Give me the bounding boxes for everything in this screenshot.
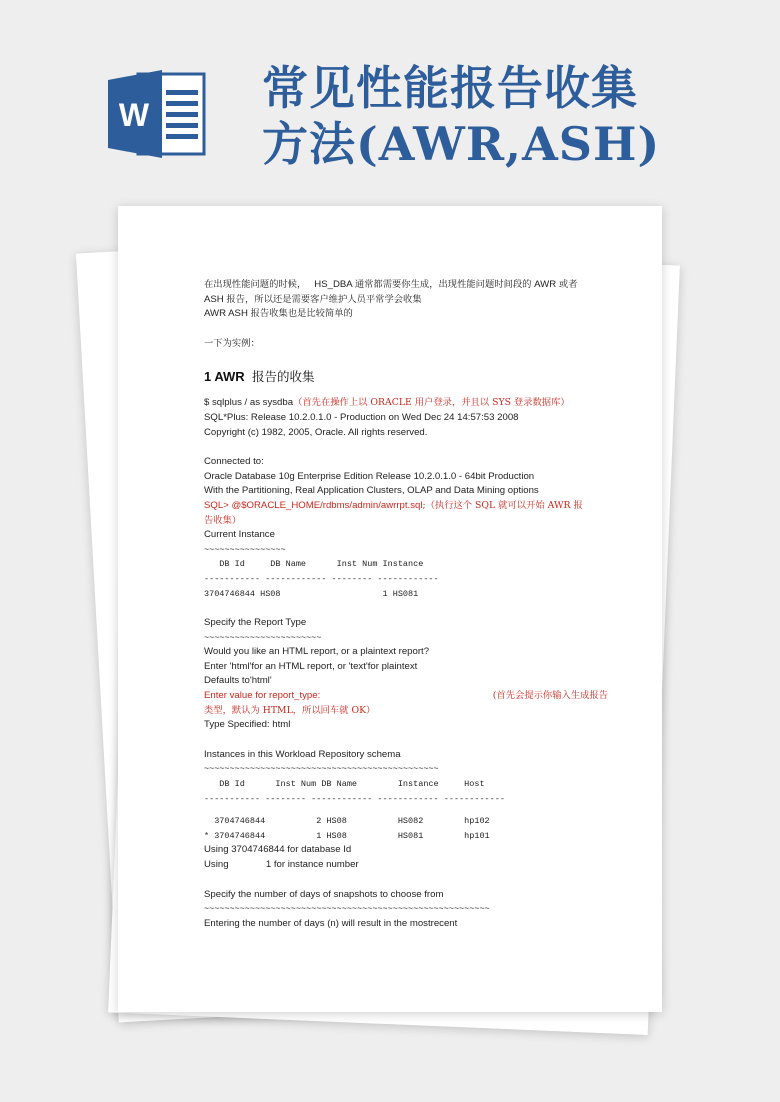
instance-table-row: 3704746844 HS08 1 HS081 <box>204 588 419 599</box>
entering-days-line: Entering the number of days (n) will result in the mostrecent <box>204 917 458 929</box>
word-icon-letter: W <box>118 97 150 133</box>
report-type-note: 类型，默认为 HTML，所以回车就 OK） <box>204 704 376 716</box>
separator-tilde: ~~~~~~~~~~~~~~~~~~~~~~~~~~~~~~~~~~~~~~~~~~~~~~ <box>204 764 439 775</box>
report-question-line: Would you like an HTML report, or a plaintext report? <box>204 646 430 658</box>
separator-tilde: ~~~~~~~~~~~~~~~~~~~~~~~~~~~~~~~~~~~~~~~~~~~~~~~~~~~~~~~~ <box>204 904 490 915</box>
section-heading: 1 AWR 报告的收集 <box>204 369 315 385</box>
awrrpt-command-line: SQL> @$ORACLE_HOME/rdbms/admin/awrrpt.sql;（执行这个 SQL 就可以开始 AWR 报 <box>204 499 583 511</box>
sqlplus-command-line: $ sqlplus / as sysdba（首先在操作上以 ORACLE 用户登录，并且以 SYS 登录数据库） <box>204 397 570 409</box>
using-instance-line: Using 1 for instance number <box>204 859 359 870</box>
separator-dash: ----------- -------- ------------ ------------ ------------ <box>204 793 505 804</box>
sqlplus-banner: SQL*Plus: Release 10.2.0.1.0 - Production on Wed Dec 24 14:57:53 2008 <box>204 411 519 423</box>
document-body <box>204 278 608 931</box>
instances-table-header: DB Id Inst Num DB Name Instance Host <box>204 779 485 790</box>
intro-line-1: 在出现性能问题的时候， HS_DBA 通常都需要你生成，出现性能问题时间段的 AWR 或者 <box>204 279 578 290</box>
report-type-prompt: Enter value for report_type: (首先会提示你输入生成报告 <box>204 690 608 702</box>
instances-title: Instances in this Workload Repository schema <box>204 748 401 760</box>
separator-tilde: ~~~~~~~~~~~~~~~~ <box>204 544 286 555</box>
example-label: 一下为实例： <box>204 337 260 349</box>
instances-table-row: * 3704746844 1 HS08 HS081 hp101 <box>204 830 490 841</box>
days-title: Specify the number of days of snapshots to choose from <box>204 888 444 900</box>
copyright-line: Copyright (c) 1982, 2005, Oracle. All rights reserved. <box>204 426 428 438</box>
separator-dash: ----------- ------------ -------- ------------ <box>204 573 439 584</box>
separator-tilde: ~~~~~~~~~~~~~~~~~~~~~~~ <box>204 632 322 643</box>
instance-table-header: DB Id DB Name Inst Num Instance <box>204 559 424 570</box>
using-db-id-line: Using 3704746844 for database Id <box>204 844 352 856</box>
oracle-version-line: Oracle Database 10g Enterprise Edition Release 10.2.0.1.0 - 64bit Production <box>204 470 535 482</box>
header-banner <box>0 0 780 200</box>
page-title-line-1: 常见性能报告收集 <box>262 61 638 115</box>
current-instance-label: Current Instance <box>204 529 275 541</box>
page-title-line-2: 方法(AWR,ASH) <box>262 117 661 171</box>
instances-table-row: 3704746844 2 HS08 HS082 hp102 <box>204 816 490 827</box>
report-type-title: Specify the Report Type <box>204 617 307 629</box>
intro-line-3: AWR ASH 报告收集也是比较简单的 <box>204 308 353 320</box>
type-specified-line: Type Specified: html <box>204 719 291 731</box>
intro-line-2: ASH 报告，所以还是需要客户维护人员平常学会收集 <box>204 293 422 305</box>
awrrpt-command-note: 告收集） <box>204 514 242 526</box>
options-line: With the Partitioning, Real Application Clusters, OLAP and Data Mining options <box>204 485 539 497</box>
word-document-icon <box>108 68 208 160</box>
report-option-line: Enter 'html'for an HTML report, or 'text'for plaintext <box>204 660 418 672</box>
connected-label: Connected to: <box>204 456 264 468</box>
report-default-line: Defaults to'html' <box>204 675 272 687</box>
